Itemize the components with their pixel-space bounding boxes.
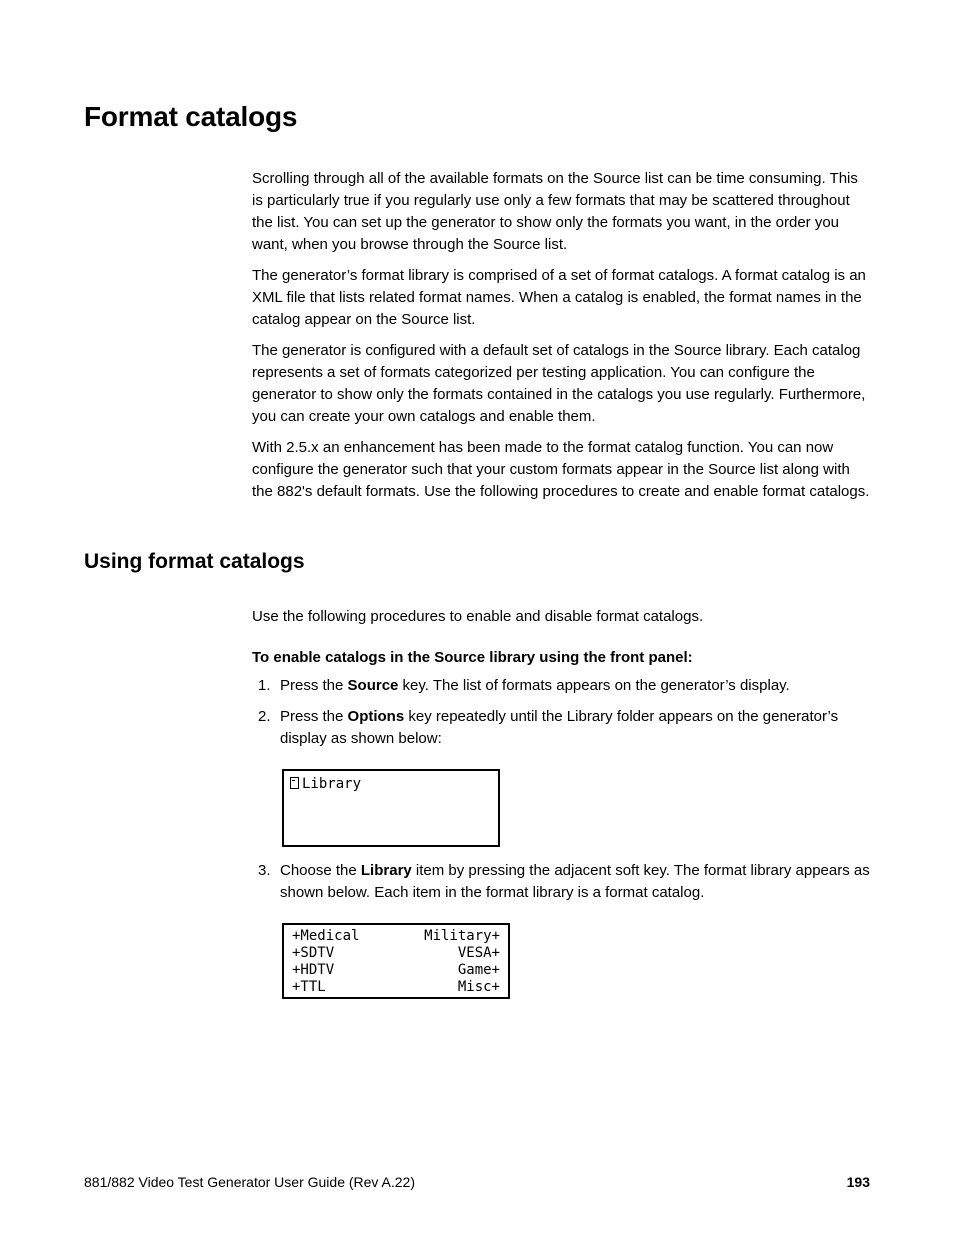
folder-icon — [290, 777, 299, 789]
footer-doc-title: 881/882 Video Test Generator User Guide (Rev A.22) — [84, 1174, 416, 1190]
catalog-right: Game+ — [457, 962, 500, 978]
step-text: Press the Source key. The list of formats appears on the generator’s display. — [280, 677, 790, 694]
catalog-row — [292, 979, 500, 996]
key-name: Source — [347, 677, 399, 694]
library-label: Library — [302, 776, 362, 792]
step-3 — [252, 860, 872, 904]
catalog-left: +SDTV — [292, 945, 335, 961]
step-text: Choose the Library item by pressing the adjacent soft key. The format library appears as shown below. Each item in the format library is a format catalog. — [280, 862, 870, 901]
catalog-right: Misc+ — [457, 979, 500, 995]
step-2 — [252, 706, 872, 750]
catalog-left: +HDTV — [292, 962, 335, 978]
catalog-row — [292, 945, 500, 962]
catalog-right: VESA+ — [457, 945, 500, 961]
catalog-left: +Medical — [292, 928, 360, 944]
catalog-left: +TTL — [292, 979, 326, 995]
page-title: Format catalogs — [84, 101, 298, 132]
intro-paragraph-1: Scrolling through all of the available formats on the Source list can be time consuming. This is particularly true if you regularly use only a few formats that may be scattered throughout the list. You can set up the generator to show only the formats you want, in the order you want, when you browse through the Source list. — [252, 170, 858, 253]
key-name: Library — [360, 862, 412, 879]
step-1 — [252, 675, 872, 697]
catalog-row — [292, 928, 500, 945]
step-text: Press the Options key repeatedly until the Library folder appears on the generator’s display as shown below: — [280, 708, 839, 747]
procedure-heading: To enable catalogs in the Source library using the front panel: — [252, 649, 693, 666]
library-display — [282, 769, 500, 847]
page-number: 193 — [846, 1174, 870, 1190]
section-intro: Use the following procedures to enable and disable format catalogs. — [252, 608, 704, 625]
intro-paragraph-3: The generator is configured with a default set of catalogs in the Source library. Each catalog represents a set of formats categorized per testing application. You can configure the generator to show only the formats contained in the catalogs you use regularly. Furthermore, you can create your own catalogs and enable them. — [252, 342, 866, 425]
intro-paragraph-4: With 2.5.x an enhancement has been made to the format catalog function. You can now configure the generator such that your custom formats appear in the Source list along with the 882's default formats. Use the following procedures to create and enable format catalogs. — [252, 439, 870, 500]
step-number: 3. — [258, 862, 271, 879]
key-name: Options — [347, 708, 405, 725]
step-number: 2. — [258, 708, 271, 725]
catalog-row — [292, 962, 500, 979]
catalog-display — [282, 923, 510, 999]
intro-paragraph-2: The generator’s format library is comprised of a set of format catalogs. A format catalog is an XML file that lists related format names. When a catalog is enabled, the format names in the catalog appear on the Source list. — [252, 267, 866, 328]
step-number: 1. — [258, 677, 271, 694]
catalog-right: Military+ — [424, 928, 500, 944]
section-heading: Using format catalogs — [84, 550, 305, 573]
